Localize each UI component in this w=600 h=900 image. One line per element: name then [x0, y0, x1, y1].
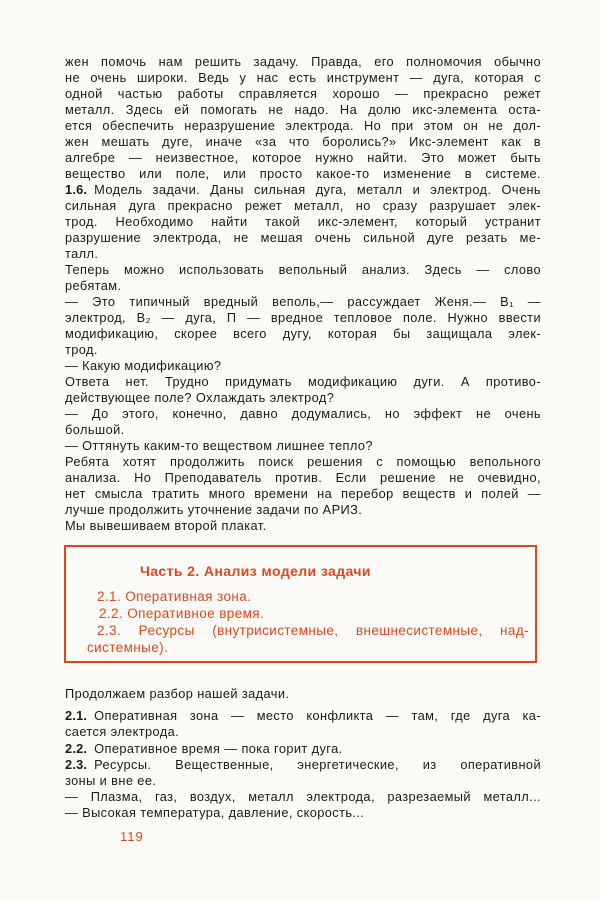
text-line: — Оттянуть каким-то веществом лишнее тепло?	[65, 438, 373, 453]
text-line: большой.	[65, 422, 125, 437]
paragraph-number: 2.2.	[65, 740, 88, 756]
text-line: — До этого, конечно, давно додумались, но эффект не очень	[65, 406, 541, 421]
text-line: ребятам.	[65, 278, 122, 293]
text-line: ется обеспечить неразрушение электрода. Но при этом он не дол-	[65, 118, 541, 133]
text-line: системные).	[87, 640, 169, 655]
text-line: алгебре — неизвестное, которое нужно найти. Это может быть	[65, 150, 541, 165]
text-line: модификацию, скорее всего дугу, которая бы защищала элек-	[65, 326, 541, 341]
paragraph-number: 2.3.	[65, 756, 88, 772]
poster-items	[66, 588, 535, 656]
text-line: сается электрода.	[65, 724, 180, 740]
bottom-text-column	[65, 686, 541, 844]
text-line: Ребята хотят продолжить поиск решения с помощью вепольного	[65, 454, 541, 469]
text-line: металл. Здесь ей помогать не надо. На долю икс-элемента оста-	[65, 102, 541, 117]
text-line: талл.	[65, 246, 99, 261]
text-line: трод. Необходимо найти такой икс-элемент, который устранит	[65, 214, 541, 229]
text-line: — Высокая температура, давление, скорость...	[65, 805, 365, 821]
text-line: Мы вывешиваем второй плакат.	[65, 518, 267, 533]
text-line: нет смысла тратить много времени на перебор веществ и полей —	[65, 486, 541, 501]
text-line: лучше продолжить уточнение задачи по АРИЗ.	[65, 502, 363, 517]
text-line: — Какую модификацию?	[65, 358, 222, 373]
page-number: 119	[120, 828, 144, 844]
text-line: 2.2. Оперативное время.	[99, 606, 265, 621]
text-line: анализа. Но Преподаватель против. Если решение не очевидно,	[65, 470, 541, 485]
text-line: трод.	[65, 342, 98, 357]
paragraph-number: 2.1.	[65, 708, 88, 724]
text-line: 1.6. Модель задачи. Даны сильная дуга, металл и электрод. Очень	[65, 182, 541, 197]
text-line: электрод, В₂ — дуга, П — вредное тепловое поле. Нужно ввести	[65, 310, 541, 325]
paragraph-number: 1.6.	[65, 182, 88, 197]
text-line: разрушение электрода, не мешая очень сильной дуге резать ме-	[65, 230, 541, 245]
text-line: 2.2. Оперативное время — пока горит дуга.	[65, 740, 343, 756]
text-line: вещество или поле, или просто какое-то изменение в системе.	[65, 166, 541, 181]
text-line: действующее поле? Охлаждать электрод?	[65, 390, 335, 405]
main-text-column	[65, 54, 541, 534]
poster-title: Часть 2. Анализ модели задачи	[140, 563, 371, 579]
bottom-text-lines	[65, 686, 541, 822]
text-line: жен мешать дуге, иначе «за что боролись?» Икс-элемент как в	[65, 134, 541, 149]
text-line: 2.1. Оперативная зона — место конфликта — там, где дуга ка-	[65, 708, 541, 724]
text-line: 2.3. Ресурсы (внутрисистемные, внешнесистемные, над-	[97, 623, 529, 638]
text-line: — Это типичный вредный веполь,— рассуждает Женя.— В₁ —	[65, 294, 541, 309]
poster-box	[64, 545, 537, 663]
text-line: 2.3. Ресурсы. Вещественные, энергетические, из оперативной	[65, 756, 541, 772]
text-line: сильная дуга прекрасно режет металл, но сразу разрушает элек-	[65, 198, 541, 213]
text-line: одной частью работы справляется хорошо — прекрасно режет	[65, 86, 541, 101]
text-line: зоны и вне ее.	[65, 772, 157, 788]
text-line: не очень широки. Ведь у нас есть инструмент — дуга, которая с	[65, 70, 541, 85]
text-line: Ответа нет. Трудно придумать модификацию дуги. А противо-	[65, 374, 541, 389]
text-line: жен помочь нам решить задачу. Правда, его полномочия обычно	[65, 54, 541, 69]
text-line: Продолжаем разбор нашей задачи.	[65, 686, 290, 701]
text-line: — Плазма, газ, воздух, металл электрода, разрезаемый металл...	[65, 789, 541, 805]
text-line: 2.1. Оперативная зона.	[97, 589, 252, 604]
text-line: Теперь можно использовать вепольный анализ. Здесь — слово	[65, 262, 541, 277]
